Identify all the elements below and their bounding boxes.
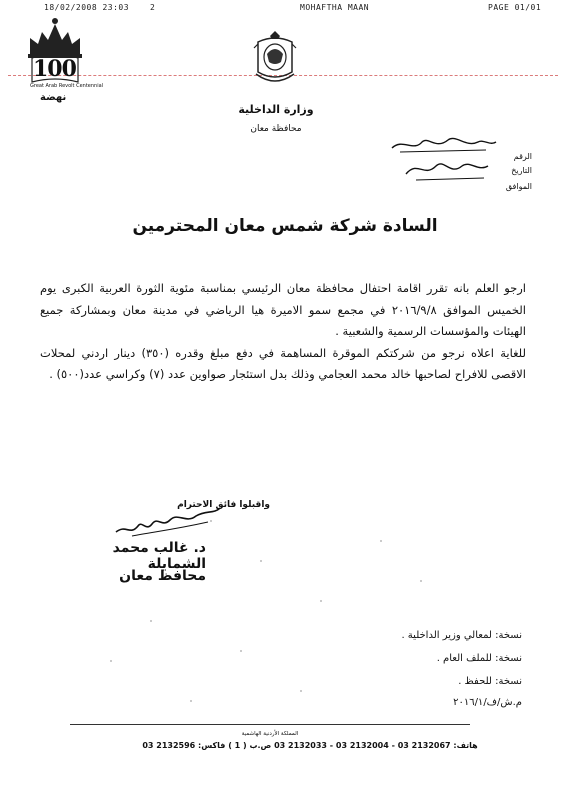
reference-number-label: الرقم — [513, 152, 532, 161]
footer-kingdom: المملكة الأردنية الهاشمية — [241, 731, 299, 737]
signer-title: محافظ معان — [119, 568, 206, 584]
centenary-number: 100 — [33, 56, 76, 82]
body-paragraph-2: للغاية اعلاه نرجو من شركتكم الموقرة المساهمة في دفع مبلغ وقدره (٣٥٠) دينار اردني لمحلات الاقصى للافراح لصاحبها خالد محمد العجامي وذلك بدل استئجار صواوين عدد (٧) وكراسي عدد(٥٠٠) . — [40, 345, 526, 382]
fax-page-number: PAGE 01/01 — [488, 3, 542, 12]
letter-body — [40, 278, 526, 386]
centenary-logo — [20, 10, 104, 103]
signature-icon — [112, 502, 222, 542]
addressee-heading: السادة شركة شمس معان المحترمين — [132, 216, 438, 236]
reference-hijri-label: الموافق — [505, 182, 532, 191]
fax-sender: MOHAFTHA MAAN — [300, 3, 370, 12]
ministry-name: وزارة الداخلية — [238, 103, 314, 116]
copy-recipient-3: نسخة: للحفظ . — [458, 676, 522, 687]
handwritten-reference-icon — [362, 130, 502, 192]
body-paragraph-1: ارجو العلم بانه تقرر اقامة احتفال محافظة معان الرئيسي بمناسبة مئوية الثورة العربية الكبرى يوم الخميس الموافق ٢٠١٦/٩/٨ في مجمع سمو الاميرة هيا الرياضي في مدينة معان وبمشاركة جميع الهيئات والمؤسسات الرسمية والشعبية . — [40, 281, 526, 339]
coat-of-arms-icon — [252, 30, 298, 88]
footer-contacts: هاتف: 2132067 03 - 2132004 03 - 2132033 03 ص.ب ( 1 ) فاكس: 2132596 03 — [142, 741, 478, 750]
signer-name: د. غالب محمد الشمايلة — [112, 540, 206, 572]
fax-timestamp: 18/02/2008 23:03 — [44, 3, 130, 12]
centenary-caption: Great Arab Revolt Centennial — [30, 83, 104, 89]
governorate-name: محافظة معان — [250, 124, 302, 134]
reference-block — [362, 130, 532, 192]
centenary-arabic-label: نهضة — [40, 92, 67, 103]
closing-regards: واقبلوا فائق الاحترام — [177, 500, 270, 510]
file-reference: م.ش/ف/٢٠١٦/١ — [453, 697, 522, 708]
reference-date-label: التاريخ — [511, 166, 532, 175]
copy-recipient-2: نسخة: للملف العام . — [436, 653, 522, 664]
footer-divider — [70, 724, 470, 725]
fax-page-count: 2 — [150, 3, 156, 12]
copy-recipient-1: نسخة: لمعالي وزير الداخلية . — [401, 630, 522, 641]
